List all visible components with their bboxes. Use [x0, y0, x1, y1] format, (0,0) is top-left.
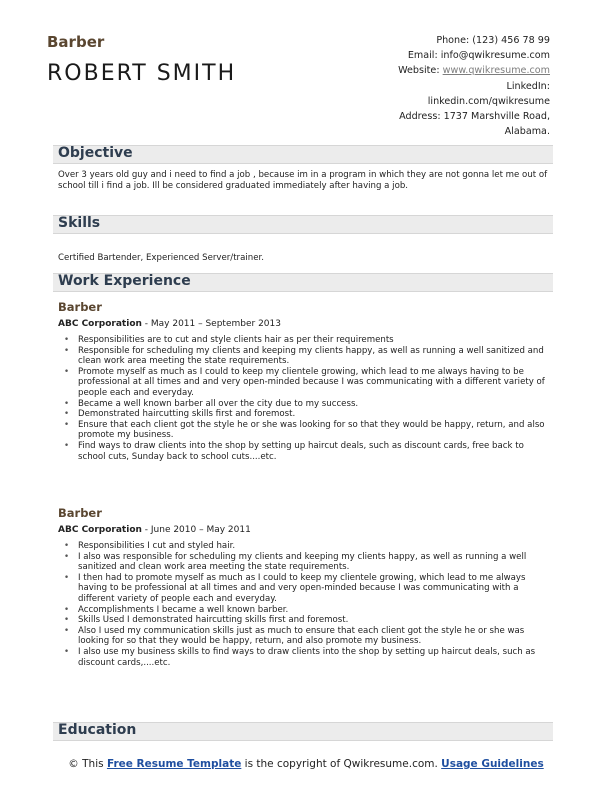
- job-bullet: • Ensure that each client got the style he or she was looking for so that they would be happy, return, and also promote my business.: [62, 420, 552, 441]
- contact-block: [320, 33, 550, 139]
- work-heading: Work Experience: [58, 273, 191, 289]
- skills-heading: Skills: [58, 215, 101, 231]
- contact-phone: Phone: (123) 456 78 99: [436, 35, 550, 46]
- job-bullet: • Responsibilities are to cut and style clients hair as per their requirements: [62, 335, 552, 346]
- contact-website: [320, 63, 550, 78]
- job-company-line: [58, 525, 251, 535]
- job-role: Barber: [58, 300, 102, 314]
- job-bullets: [62, 541, 552, 668]
- job-bullet: • Also I used my communication skills just as much to ensure that each client got the style he or she was looking for so that they would be happy, return, and also promote my business.: [62, 626, 552, 647]
- job-bullet: • Demonstrated haircutting skills first and foremost.: [62, 409, 552, 420]
- contact-email: Email: info@qwikresume.com: [407, 50, 550, 62]
- objective-text: Over 3 years old guy and i need to find a job , because im in a program in which they are not gonna let me out of school till i find a job. Ill be considered graduated immediately after having a job.: [58, 170, 548, 191]
- objective-heading: Objective: [58, 145, 133, 161]
- job-dates: - May 2011 – September 2013: [141, 319, 281, 329]
- job-bullet: • I also use my business skills to find ways to draw clients into the shop by setting up haircut deals, such as discount cards,....etc.: [62, 647, 552, 668]
- skills-section-bar: [53, 215, 553, 234]
- resume-job-title: Barber: [47, 33, 105, 51]
- contact-address-line1: Address: 1737 Marshville Road,: [399, 111, 550, 123]
- job-bullet: • Became a well known barber all over the city due to my success.: [62, 399, 552, 410]
- contact-linkedin-label: LinkedIn:: [506, 80, 550, 92]
- job-bullet: • Accomplishments I became a well known barber.: [62, 605, 552, 616]
- job-dates: - June 2010 – May 2011: [141, 525, 251, 535]
- job-bullet: • Promote myself as much as I could to keep my clientele growing, which lead to me always having to be professional at all times and and very open-minded because I was communicating with a different variety of people each and everyday.: [62, 367, 552, 399]
- website-label: Website:: [398, 65, 443, 77]
- skills-text: Certified Bartender, Experienced Server/trainer.: [58, 253, 264, 263]
- job-company: ABC Corporation: [58, 319, 142, 329]
- footer-prefix: © This: [68, 758, 107, 770]
- job-bullet: • Responsible for scheduling my clients and keeping my clients happy, as well as running a well sanitized and clean work area meeting the state requirements.: [62, 346, 552, 367]
- job-bullet: • Find ways to draw clients into the shop by setting up haircut deals, such as discount cards, free back to school cuts, Sunday back to school cuts....etc.: [62, 441, 552, 462]
- job-bullet: • Skills Used I demonstrated haircutting skills first and foremost.: [62, 615, 552, 626]
- job-bullet: • Responsibilities I cut and styled hair.: [62, 541, 552, 552]
- usage-guidelines-link[interactable]: Usage Guidelines: [441, 758, 544, 770]
- website-link[interactable]: www.qwikresume.com: [442, 65, 550, 77]
- job-company-line: [58, 319, 281, 329]
- footer-middle: is the copyright of Qwikresume.com.: [241, 758, 442, 770]
- copyright-footer: [0, 757, 612, 771]
- free-resume-template-link[interactable]: Free Resume Template: [106, 758, 242, 770]
- candidate-name: ROBERT SMITH: [47, 61, 237, 86]
- job-role: Barber: [58, 506, 102, 520]
- job-company: ABC Corporation: [58, 525, 142, 535]
- contact-address-line2: Alabama.: [504, 126, 550, 138]
- job-bullet: • I then had to promote myself as much as I could to keep my clientele growing, which lead to me always having to be professional at all times and and very open-minded because I was communicating with a different variety of people each and everyday.: [62, 573, 552, 605]
- education-heading: Education: [58, 722, 137, 738]
- job-bullet: • I also was responsible for scheduling my clients and keeping my clients happy, as well as running a well sanitized and clean work area meeting the state requirements.: [62, 552, 552, 573]
- job-bullets: [62, 335, 552, 462]
- contact-linkedin-value: linkedin.com/qwikresume: [427, 95, 550, 107]
